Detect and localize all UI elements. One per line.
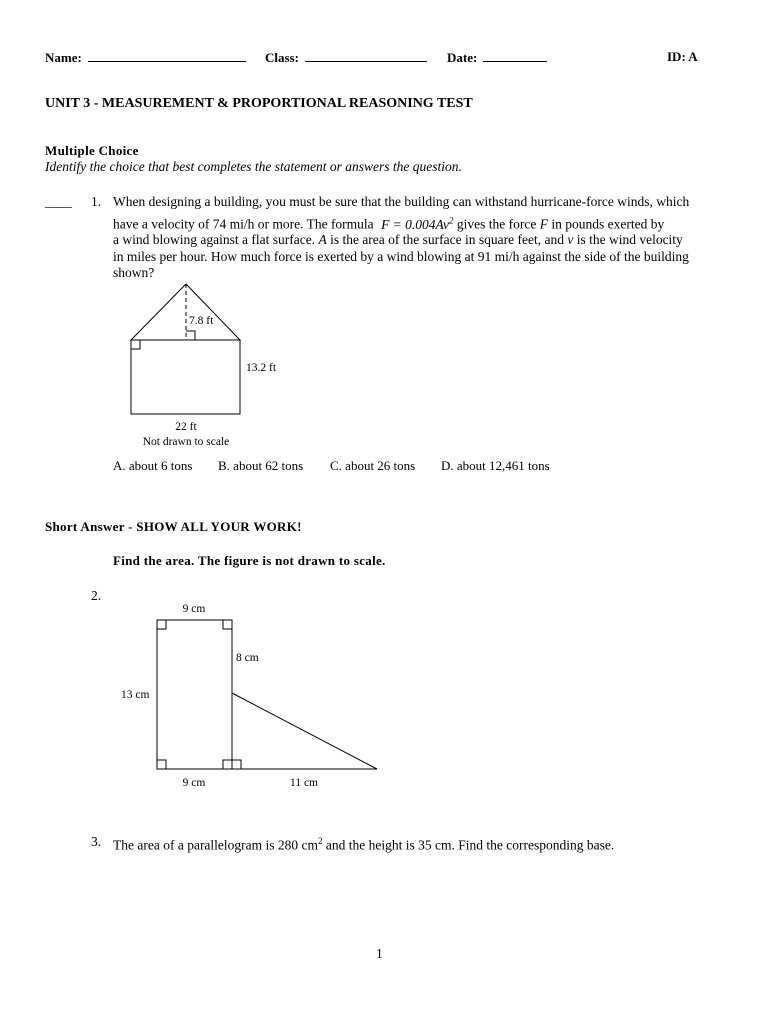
q1-line-2-text-a: have a velocity of 74 mi/h or more. The formula [113, 216, 374, 232]
q1-line-2-text-b: gives the force [456, 216, 537, 232]
q3-text-a: The area of a parallelogram is 280 cm [113, 837, 319, 853]
q1-line-3-text-b: is the area of the surface in square feet, and [330, 232, 564, 247]
name-label: Name: [45, 50, 82, 65]
q2-top-label: 9 cm [182, 603, 206, 615]
q1-line-1: When designing a building, you must be sure that the building can withstand hurricane-force winds, which [113, 194, 690, 209]
q1-number: 1. [91, 194, 102, 209]
q2-bottom-right-label: 11 cm [290, 777, 318, 789]
q1-choice-b: B. about 62 tons [218, 458, 304, 473]
q3-number: 3. [91, 834, 102, 849]
q1-choice-a: A. about 6 tons [113, 458, 193, 473]
multiple-choice-heading: Multiple Choice [45, 143, 139, 158]
date-label: Date: [447, 50, 478, 65]
q3-text [113, 833, 614, 854]
q2-right-angle-triangle [232, 760, 241, 769]
q3-text-b: and the height is 35 cm. Find the corresponding base. [322, 837, 615, 853]
class-label: Class: [265, 50, 299, 65]
q2-left-side-label: 13 cm [121, 689, 150, 701]
q1-line-3-variable-v: v [567, 232, 574, 247]
q1-answer-blank: ____ [45, 194, 72, 209]
q2-number: 2. [91, 588, 102, 603]
q1-line-2-variable: F [539, 216, 549, 232]
q1-formula-text: F = 0.004Av [381, 216, 450, 232]
q1-line-4: in miles per hour. How much force is exerted by a wind blowing at 91 mi/h against the side of the building [113, 249, 689, 264]
q2-rectangle [157, 620, 232, 769]
q2-triangle [232, 693, 377, 769]
q1-side-label: 13.2 ft [246, 362, 277, 374]
q1-choice-c: C. about 26 tons [330, 458, 416, 473]
q1-formula-exponent: 2 [449, 215, 454, 225]
q1-line-5: shown? [113, 265, 155, 280]
page-number: 1 [376, 946, 383, 961]
q1-choice-d: D. about 12,461 tons [441, 458, 550, 473]
short-answer-instruction: Find the area. The figure is not drawn to scale. [113, 553, 386, 568]
q1-not-to-scale-note: Not drawn to scale [142, 436, 230, 448]
short-answer-heading: Short Answer - SHOW ALL YOUR WORK! [45, 519, 302, 534]
q3-exponent: 2 [318, 836, 323, 846]
multiple-choice-instructions: Identify the choice that best completes the statement or answers the question. [45, 159, 462, 174]
q2-bottom-left-label: 9 cm [182, 777, 206, 789]
page-title: UNIT 3 - MEASUREMENT & PROPORTIONAL REASONING TEST [45, 96, 473, 111]
q2-right-angle-bottom-left [157, 760, 166, 769]
q2-right-angle-top-left [157, 620, 166, 629]
q1-height-label: 7.8 ft [189, 315, 214, 327]
q2-right-side-label: 8 cm [236, 652, 259, 664]
q1-line-2-text-c: in pounds exerted by [551, 216, 665, 232]
q1-line-3-variable-a: A [318, 232, 327, 247]
q2-right-angle-bottom-inner [223, 760, 232, 769]
q2-right-angle-top-right [223, 620, 232, 629]
q1-line-3-text-a: a wind blowing against a flat surface. [113, 232, 316, 247]
id-label: ID: A [667, 49, 698, 64]
q1-line-3-text-c: is the wind velocity [576, 232, 683, 247]
q1-base-label: 22 ft [175, 421, 197, 433]
